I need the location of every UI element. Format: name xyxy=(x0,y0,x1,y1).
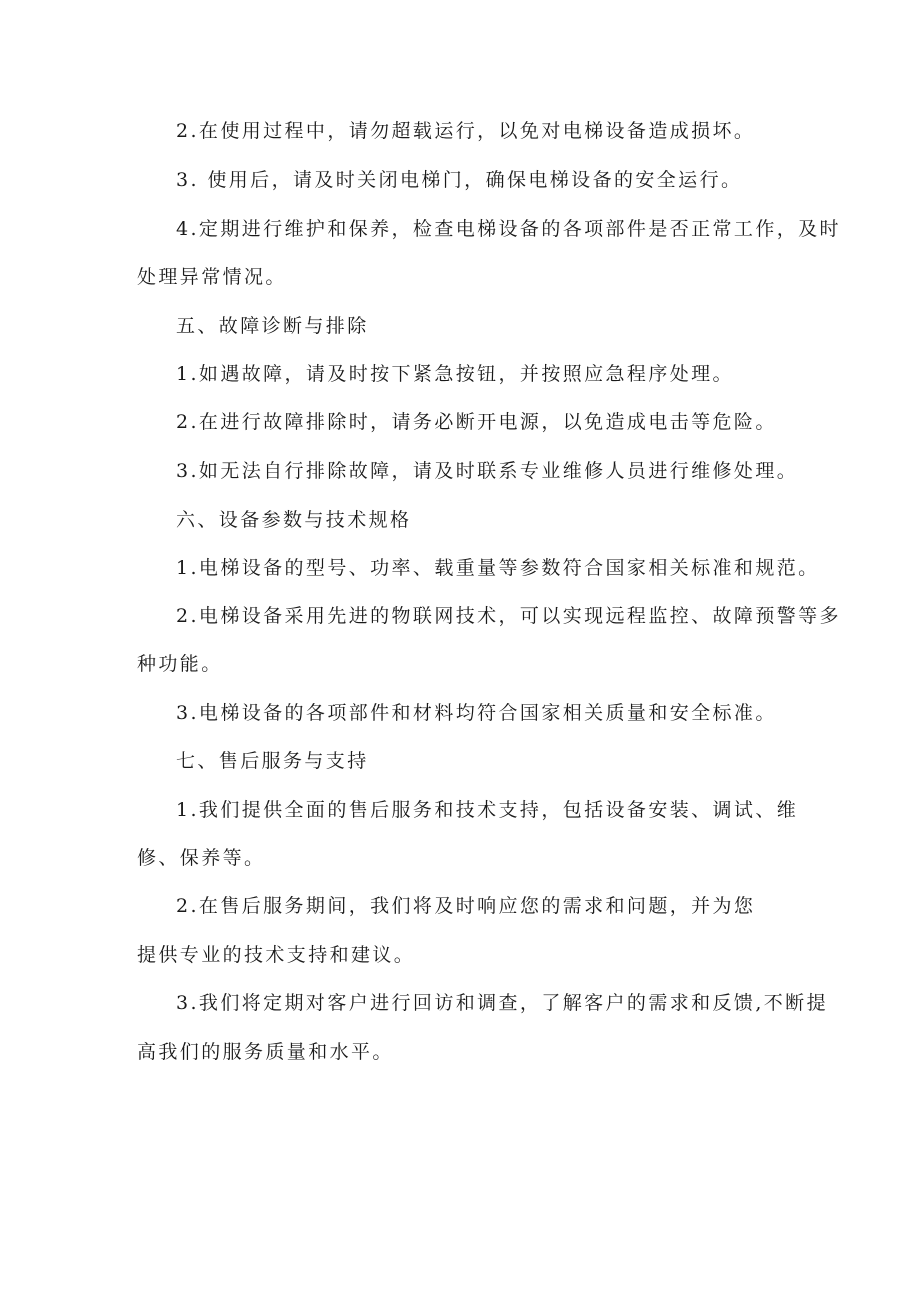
paragraph-line: 提供专业的技术支持和建议。 xyxy=(137,944,416,966)
paragraph-line: 2.电梯设备采用先进的物联网技术，可以实现远程监控、故障预警等多 xyxy=(176,605,841,627)
paragraph-line: 1.电梯设备的型号、功率、载重量等参数符合国家相关标准和规范。 xyxy=(176,557,820,579)
section-heading: 六、设备参数与技术规格 xyxy=(176,509,412,531)
section-heading: 七、售后服务与支持 xyxy=(176,750,369,772)
paragraph-line: 2.在使用过程中，请勿超载运行，以免对电梯设备造成损坏。 xyxy=(176,120,756,142)
paragraph-line: 种功能。 xyxy=(137,653,223,675)
paragraph-line: 4.定期进行维护和保养，检查电梯设备的各项部件是否正常工作，及时 xyxy=(176,218,841,240)
section-heading: 五、故障诊断与排除 xyxy=(176,315,369,337)
paragraph-line: 3.电梯设备的各项部件和材料均符合国家相关质量和安全标准。 xyxy=(176,702,777,724)
paragraph-line: 1.我们提供全面的售后服务和技术支持，包括设备安装、调试、维 xyxy=(176,799,799,821)
paragraph-line: 3. 使用后，请及时关闭电梯门，确保电梯设备的安全运行。 xyxy=(176,169,743,191)
paragraph-line: 3.如无法自行排除故障，请及时联系专业维修人员进行维修处理。 xyxy=(176,460,799,482)
paragraph-line: 2.在售后服务期间，我们将及时响应您的需求和问题，并为您 xyxy=(176,895,756,917)
paragraph-line: 2.在进行故障排除时，请务必断开电源，以免造成电击等危险。 xyxy=(176,411,777,433)
paragraph-line: 处理异常情况。 xyxy=(137,266,287,288)
paragraph-line: 1.如遇故障，请及时按下紧急按钮，并按照应急程序处理。 xyxy=(176,363,734,385)
paragraph-line: 3.我们将定期对客户进行回访和调查，了解客户的需求和反馈,不断提 xyxy=(176,992,828,1014)
paragraph-line: 修、保养等。 xyxy=(137,847,266,869)
paragraph-line: 高我们的服务质量和水平。 xyxy=(137,1041,394,1063)
